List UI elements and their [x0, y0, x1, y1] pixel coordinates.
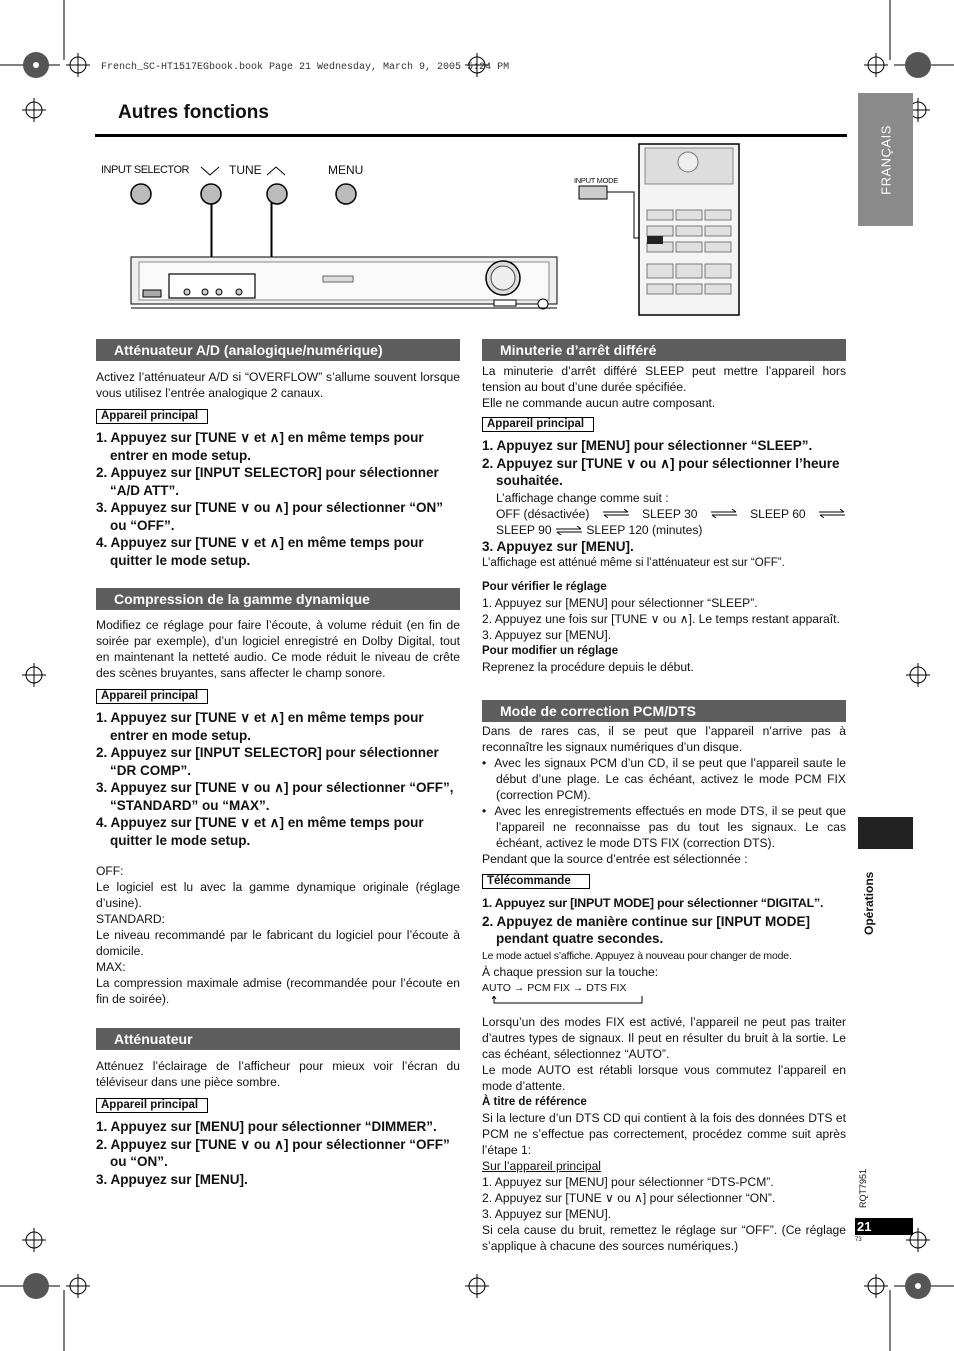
step: 1. Appuyez sur [INPUT MODE] pour sélectionner “DIGITAL”.: [482, 896, 824, 910]
sub-page-number: 73: [855, 1237, 862, 1243]
section-heading-dimmer: Atténuateur: [96, 1028, 460, 1050]
note: Le logiciel est lu avec la gamme dynamique originale (réglage d’usine).: [96, 880, 460, 910]
bullet-item: • Avec les signaux PCM d’un CD, il se peut que l’appareil saute le début d’une plage. Le cas échéant, activez le mode PCM FIX (correction PCM).: [482, 756, 846, 802]
note: Le niveau recommandé par le fabricant du logiciel pour l’écoute à domicile.: [96, 928, 460, 958]
section-intro: Elle ne commande aucun autre composant.: [482, 396, 716, 410]
input-selector-label: INPUT SELECTOR: [101, 164, 189, 176]
note: OFF:: [96, 864, 124, 878]
subheading: Pour modifier un réglage: [482, 645, 619, 657]
remote-tag: Télécommande: [482, 874, 590, 889]
section-dimmer: [96, 1058, 460, 1188]
tune-down-button: [201, 184, 221, 204]
section-intro: Dans de rares cas, il se peut que l’appareil n’arrive pas à reconnaître les signaux numériques d’un disque.: [482, 724, 846, 754]
subheading: À titre de référence: [482, 1095, 587, 1108]
on-unit-label: Sur l’appareil principal: [482, 1158, 601, 1173]
step-note: L’affichage est atténué même si l’atténuateur est sur “OFF”.: [482, 557, 785, 569]
step: 1. Appuyez sur [MENU] pour sélectionner “DIMMER”.: [96, 1119, 437, 1134]
ref-step: 2. Appuyez sur [TUNE ∨ ou ∧] pour sélectionner “ON”.: [482, 1190, 776, 1205]
while-note: Pendant que la source d’entrée est sélectionnée :: [482, 852, 748, 866]
sleep-sequence-row-2: [496, 522, 846, 538]
main-unit-figure: [95, 140, 565, 320]
sleep-sequence: [496, 506, 846, 522]
section-sleep: [482, 363, 846, 675]
subheading: Pour vérifier le réglage: [482, 581, 607, 593]
step: 4. Appuyez sur [TUNE ∨ et ∧] en même temps pour quitter le mode setup.: [96, 535, 424, 568]
remote-drawing: [572, 140, 747, 320]
remote-figure: [572, 140, 747, 320]
section-intro: La minuterie d’arrêt différé SLEEP peut mettre l’appareil hors tension au bout d’une durée spécifiée.: [482, 364, 846, 394]
each-press-note: À chaque pression sur la touche:: [482, 964, 659, 979]
section-heading-ad-attenuator: Atténuateur A/D (analogique/numérique): [96, 339, 460, 361]
section-dynamic-range: [96, 617, 460, 1007]
note: MAX:: [96, 960, 126, 974]
reference-note: Si la lecture d’un DTS CD qui contient à la fois des données DTS et PCM ne s’effectue pas correctement, procédez comme suit après l’étape 1:: [482, 1110, 846, 1157]
step: 2. Appuyez de manière continue sur [INPUT MODE] pendant quatre secondes.: [482, 913, 811, 946]
section-tab-label: Opérations: [862, 871, 876, 935]
ref-step: 3. Appuyez sur [MENU].: [482, 1206, 612, 1221]
main-unit-drawing: [95, 140, 565, 320]
step: 1. Appuyez sur [TUNE ∨ et ∧] en même temps pour entrer en mode setup.: [96, 710, 424, 743]
main-unit-tag: Appareil principal: [96, 689, 208, 704]
section-ad-attenuator: [96, 369, 460, 569]
check-step: 2. Appuyez une fois sur [TUNE ∨ ou ∧]. Le temps restant apparaît.: [482, 612, 840, 626]
step: 2. Appuyez sur [TUNE ∨ ou ∧] pour sélectionner “OFF” ou “ON”.: [96, 1136, 450, 1169]
step: 3. Appuyez sur [TUNE ∨ ou ∧] pour sélectionner “OFF”, “STANDARD” ou “MAX”.: [96, 780, 454, 813]
bidirectional-arrow-icon: [818, 509, 846, 518]
section-heading-dynamic-range: Compression de la gamme dynamique: [96, 588, 460, 610]
step: 4. Appuyez sur [TUNE ∨ et ∧] en même temps pour quitter le mode setup.: [96, 815, 424, 848]
note: STANDARD:: [96, 912, 165, 926]
page-number: 21: [855, 1218, 913, 1235]
menu-button: [336, 184, 356, 204]
sleep-option: SLEEP 30: [641, 506, 698, 521]
print-header: French_SC-HT1517EGbook.book Page 21 Wednesday, March 9, 2005 5:24 PM: [101, 62, 510, 73]
step: 1. Appuyez sur [MENU] pour sélectionner “SLEEP”.: [482, 438, 813, 453]
menu-label: MENU: [328, 163, 364, 177]
step: 2. Appuyez sur [TUNE ∨ ou ∧] pour sélectionner l’heure souhaitée.: [482, 455, 840, 488]
language-tab: FRANÇAIS: [858, 93, 913, 226]
mode-cycle: AUTO → PCM FIX → DTS FIX: [482, 981, 627, 994]
sleep-option: SLEEP 120 (minutes): [586, 522, 703, 537]
modify-note: Reprenez la procédure depuis le début.: [482, 660, 694, 674]
cycle-return-arrow-icon: [492, 996, 652, 1006]
bidirectional-arrow-icon: [710, 509, 738, 518]
mode-note: Le mode actuel s’affiche. Appuyez à nouveau pour changer de mode.: [482, 949, 792, 962]
ref-step: 1. Appuyez sur [MENU] pour sélectionner “DTS-PCM”.: [482, 1174, 774, 1189]
section-pcm-dts: [482, 723, 846, 1254]
check-step: 3. Appuyez sur [MENU].: [482, 628, 612, 642]
note: La compression maximale admise (recommandée pour l’écoute en fin de soirée).: [96, 976, 460, 1006]
step: 3. Appuyez sur [TUNE ∨ ou ∧] pour sélectionner “ON” ou “OFF”.: [96, 500, 444, 533]
main-unit-tag: Appareil principal: [482, 417, 594, 432]
step: 1. Appuyez sur [TUNE ∨ et ∧] en même temps pour entrer en mode setup.: [96, 430, 424, 463]
section-intro: Activez l’atténuateur A/D si “OVERFLOW” s’allume souvent lorsque vous utilisez l’entrée analogique 2 canaux.: [96, 370, 460, 400]
main-unit-tag: Appareil principal: [96, 409, 208, 424]
page-title: Autres fonctions: [118, 102, 269, 123]
step: 2. Appuyez sur [INPUT SELECTOR] pour sélectionner “A/D ATT”.: [96, 465, 439, 498]
auto-note: Le mode AUTO est rétabli lorsque vous commutez l’appareil en mode d’attente.: [482, 1062, 846, 1093]
check-step: 1. Appuyez sur [MENU] pour sélectionner “SLEEP”.: [482, 596, 758, 610]
sleep-option: SLEEP 60: [750, 506, 806, 521]
section-heading-pcm-dts: Mode de correction PCM/DTS: [482, 700, 846, 722]
section-intro: Atténuez l’éclairage de l’afficheur pour mieux voir l’écran du téléviseur dans une pièce sombre.: [96, 1059, 460, 1089]
step: 2. Appuyez sur [INPUT SELECTOR] pour sélectionner “DR COMP”.: [96, 745, 439, 778]
section-intro: Modifiez ce réglage pour faire l’écoute, à volume réduit (en fin de soirée par exemple), d’un logiciel enregistré en Dolby Digital, tout en maintenant la netteté audio. Ce mode réduit le niveau de crête des scènes bruyantes, sans affecter le champ sonore.: [96, 618, 460, 680]
final-note: Si cela cause du bruit, remettez le réglage sur “OFF”. (Ce réglage s’applique à chacune des sources numériques.): [482, 1222, 846, 1253]
sleep-option: OFF (désactivée): [496, 506, 590, 521]
title-rule: [95, 134, 847, 137]
bullet-item: • Avec les enregistrements effectués en mode DTS, il se peut que l’appareil ne reconnaisse pas du tout les signaux. Le cas échéant, activez le mode DTS FIX (correction DTS).: [482, 804, 846, 850]
main-unit-tag: Appareil principal: [96, 1098, 208, 1113]
tune-label: TUNE: [229, 163, 262, 177]
bidirectional-arrow-icon: [555, 526, 583, 535]
display-change-note: L’affichage change comme suit :: [496, 490, 669, 505]
doc-code: RQT7951: [858, 1168, 868, 1208]
sleep-option: SLEEP 90: [496, 522, 552, 537]
section-heading-sleep: Minuterie d’arrêt différé: [482, 339, 846, 361]
section-tab: [858, 817, 913, 849]
step: 3. Appuyez sur [MENU].: [482, 538, 634, 554]
tune-up-button: [267, 184, 287, 204]
input-selector-button: [131, 184, 151, 204]
input-mode-label: INPUT MODE: [574, 176, 618, 185]
step: 3. Appuyez sur [MENU].: [96, 1171, 248, 1187]
bidirectional-arrow-icon: [602, 509, 630, 518]
fix-note: Lorsqu’un des modes FIX est activé, l’appareil ne peut pas traiter d’autres types de signaux. Il peut en résulter du bruit à la sortie. Le cas échéant, sélectionnez “AUTO”.: [482, 1014, 846, 1061]
